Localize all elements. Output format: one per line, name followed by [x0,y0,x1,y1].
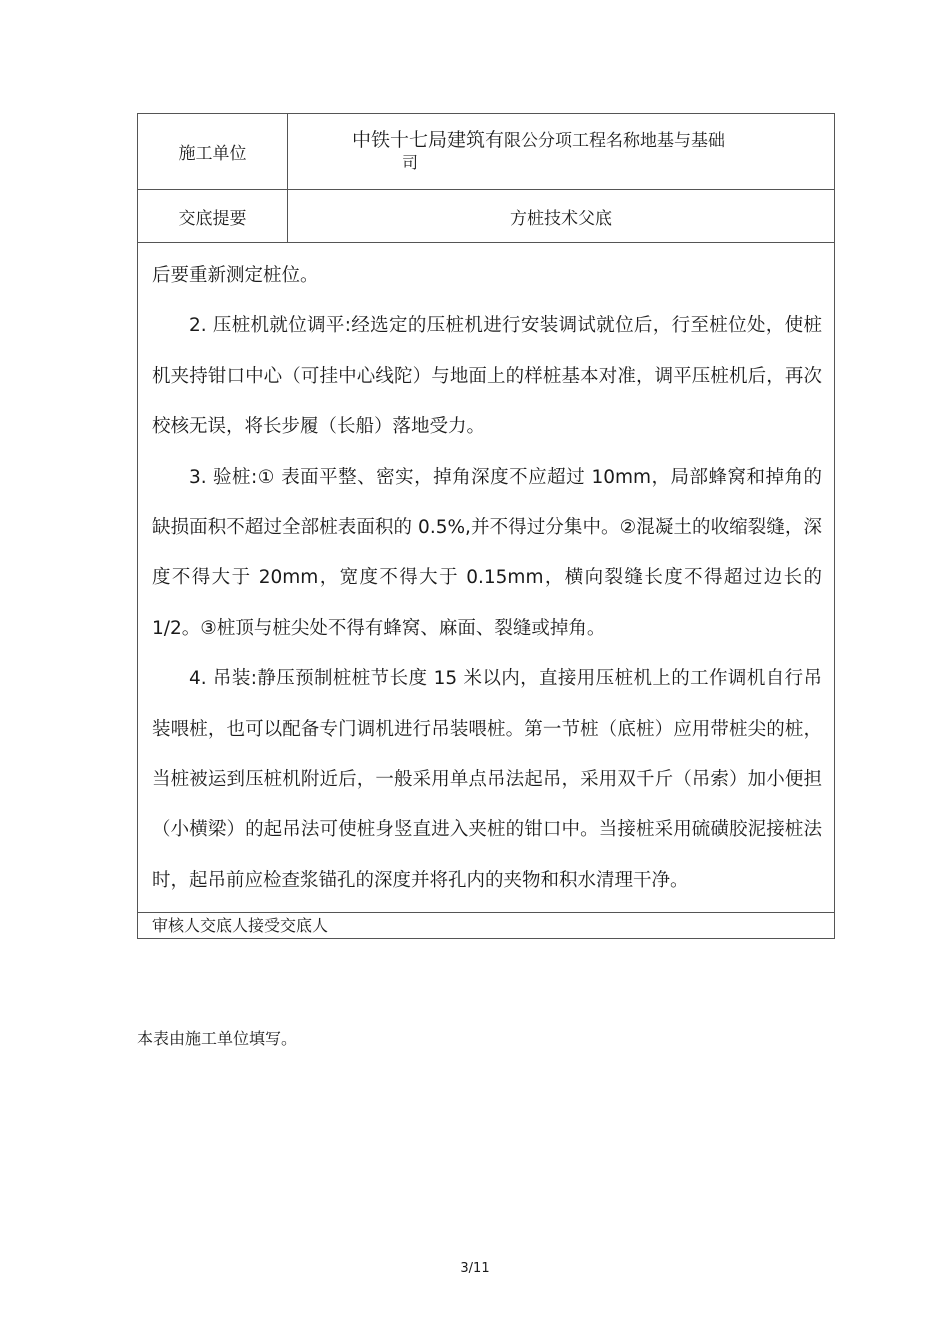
construction-unit-row [138,114,835,190]
body-row [138,243,835,913]
form-footnote: 本表由施工单位填写。 [137,1029,298,1048]
signature-line: 审核人交底人接受交底人 [138,913,835,939]
technical-briefing-form [137,113,835,939]
body-paragraph-3: 3. 验桩:① 表面平整、密实，掉角深度不应超过 10mm，局部蜂窝和掉角的缺损面积不超过全部桩表面积的 0.5%,并不得过分集中。②混凝土的收缩裂缝，深度不得大于 20mm，宽度不得大于 0.15mm，横向裂缝长度不得超过边长的 1/2。③桩顶与桩尖处不得有蜂窝、麻面、裂缝或掉角。 [152,466,822,639]
construction-unit-value-part2: 限公分项工程名称地基与基础 [504,131,726,151]
body-paragraph-4: 4. 吊装:静压预制桩桩节长度 15 米以内，直接用压桩机上的工作调机自行吊装喂桩，也可以配备专门调机进行吊装喂桩。第一节桩（底桩）应用带桩尖的桩，当桩被运到压桩机附近后，一般采用单点吊法起吊，采用双千斤（吊索）加小便担（小横梁）的起吊法可使桩身竖直进入夹桩的钳口中。当接桩采用硫磺胶泥接桩法时，起吊前应检查浆锚孔的深度并将孔内的夹物和积水清理干净。 [152,668,822,891]
construction-unit-value [288,114,835,190]
construction-unit-value-part1: 中铁十七局建筑有 [352,129,505,151]
summary-label: 交底提要 [138,190,288,243]
construction-unit-value-line2: 司 [402,153,419,172]
summary-row [138,190,835,243]
body-paragraph-1: 后要重新测定桩位。 [152,265,319,286]
body-paragraph-2: 2. 压桩机就位调平:经选定的压桩机进行安装调试就位后，行至桩位处，使桩机夹持钳口中心（可挂中心线陀）与地面上的样桩基本对准，调平压桩机后，再次校核无误，将长步履（长船）落地受力。 [152,315,822,438]
summary-value: 方桩技术父底 [288,190,835,243]
page-number: 3/11 [460,1261,490,1276]
signature-row [138,913,835,939]
briefing-body [138,243,835,913]
construction-unit-label: 施工单位 [138,114,288,190]
